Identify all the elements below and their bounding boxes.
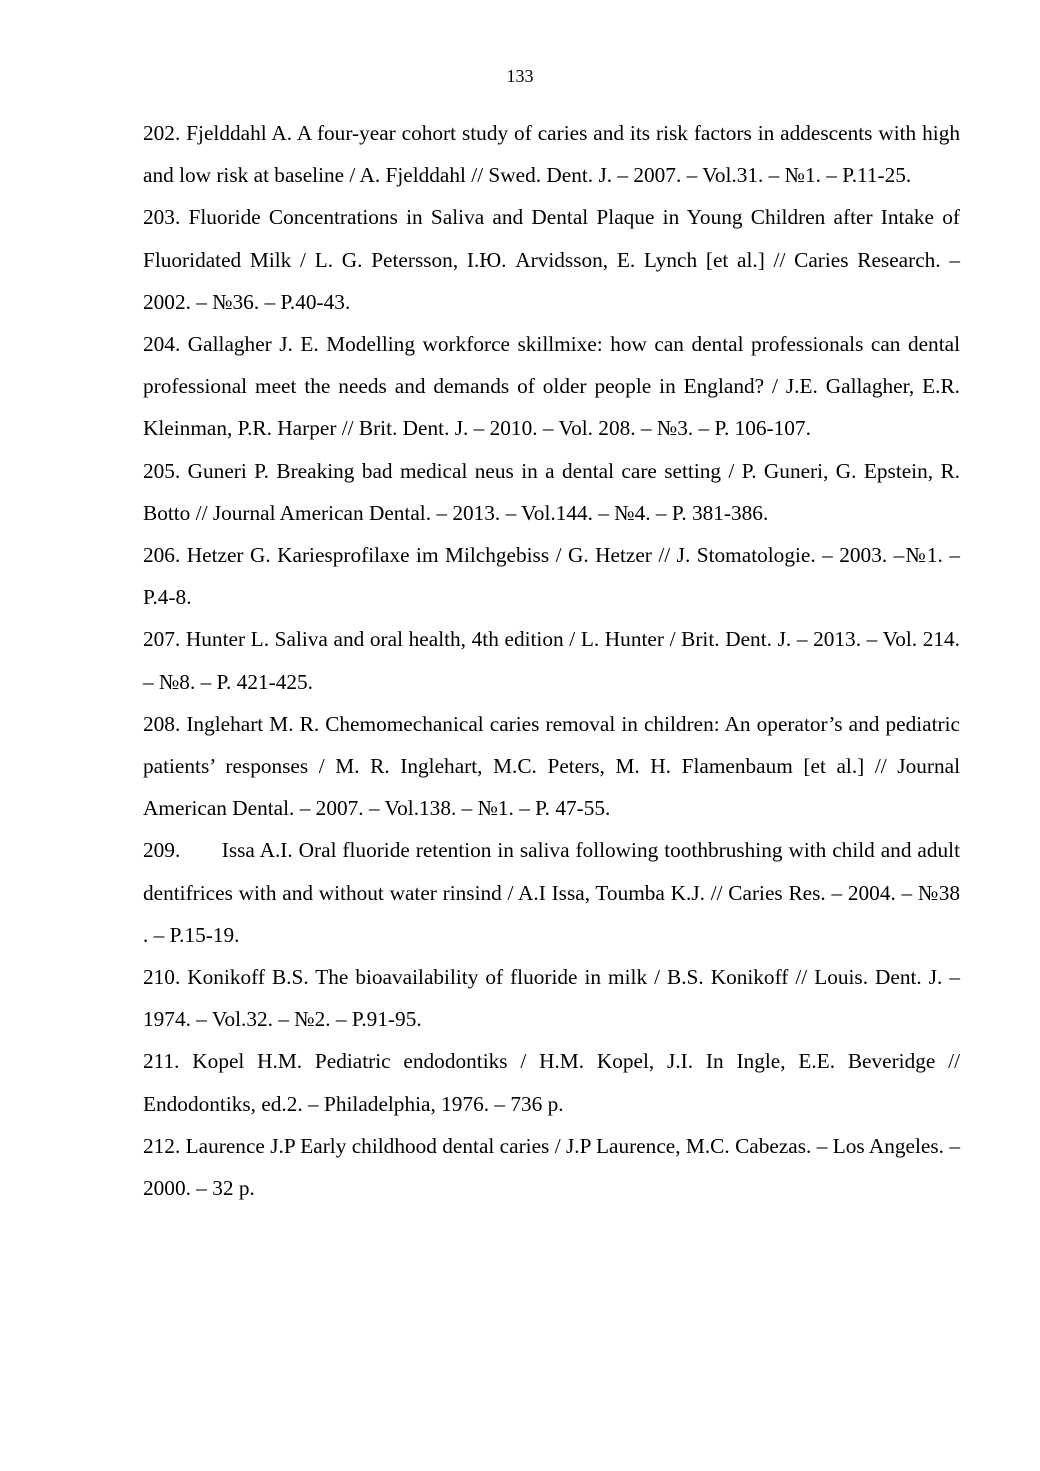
reference-item-204: 204. Gallagher J. E. Modelling workforce skillmixe: how can dental professionals can dental professional meet the needs and demands of older people in England? / J.E. Gallagher, E.R. Kleinman, P.R. Harper // Brit. Dent. J. – 2010. – Vol. 208. – №3. – P. 106-107. [143,332,960,441]
page-number: 133 [506,66,534,86]
reference-item-203: 203. Fluoride Concentrations in Saliva and Dental Plaque in Young Children after Intake of Fluoridated Milk / L. G. Petersson, I.Ю. Arvidsson, E. Lynch [et al.] // Caries Research. – 2002. – №36. – P.40-43. [143,205,960,314]
reference-item-207: 207. Hunter L. Saliva and oral health, 4th edition / L. Hunter / Brit. Dent. J. – 2013. – Vol. 214. – №8. – P. 421-425. [143,627,960,694]
reference-item-208: 208. Inglehart M. R. Chemomechanical caries removal in children: An operator’s and pediatric patients’ responses / M. R. Inglehart, M.C. Peters, M. H. Flamenbaum [et al.] // Journal American Dental. – 2007. – Vol.138. – №1. – P. 47-55. [143,711,960,821]
reference-list [143,112,966,1209]
reference-item-206: 206. Hetzer G. Kariesprofilaxe im Milchgebiss / G. Hetzer // J. Stomatologie. – 2003. –№1. – P.4-8. [143,543,960,610]
reference-item-212: 212. Laurence J.P Early childhood dental caries / J.P Laurence, M.C. Cabezas. – Los Angeles. – 2000. – 32 p. [143,1133,960,1201]
reference-item-211: 211. Kopel H.M. Pediatric endodontiks / H.M. Kopel, J.I. In Ingle, E.E. Beveridge // Endodontiks, ed.2. – Philadelphia, 1976. – 736 p. [143,1049,960,1116]
reference-item-202: 202. Fjelddahl A. A four-year cohort study of caries and its risk factors in addescents with high and low risk at baseline / A. Fjelddahl // Swed. Dent. J. – 2007. – Vol.31. – №1. – P.11-25. [143,121,960,188]
reference-item-209: 209. Issa A.I. Oral fluoride retention in saliva following toothbrushing with child and adult dentifrices with and without water rinsind / A.I Issa, Toumba K.J. // Caries Res. – 2004. – №38 . – P.15-19. [143,838,966,947]
reference-item-205: 205. Guneri P. Breaking bad medical neus in a dental care setting / P. Guneri, G. Epstein, R. Botto // Journal American Dental. – 2013. – Vol.144. – №4. – P. 381-386. [143,458,960,525]
reference-item-210: 210. Konikoff B.S. The bioavailability of fluoride in milk / B.S. Konikoff // Louis. Dent. J. – 1974. – Vol.32. – №2. – P.91-95. [143,965,960,1032]
